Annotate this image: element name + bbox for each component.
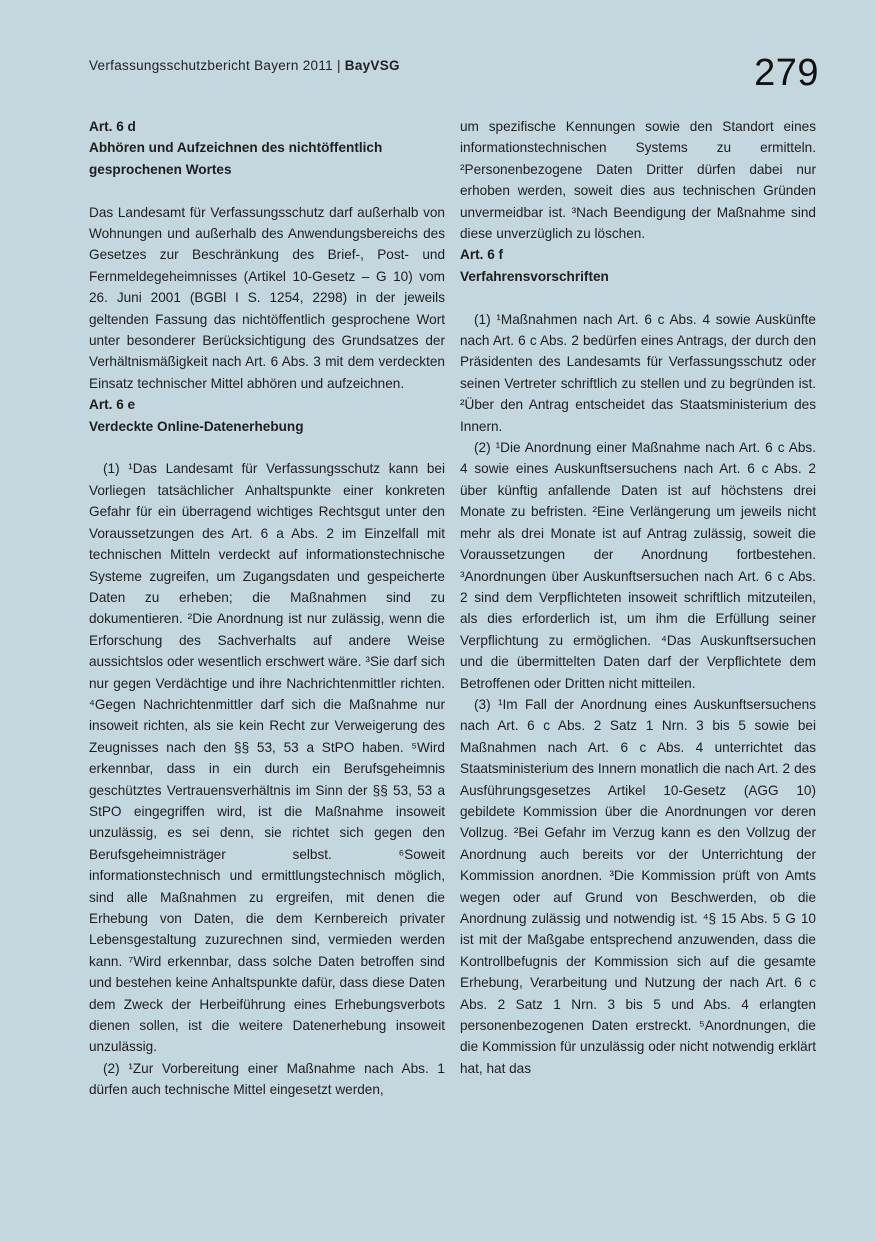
article-6d-text: Das Landesamt für Verfassungsschutz darf außerhalb von Wohnungen und außerhalb des Anwendungsbereichs des Gesetzes zur Beschränkung des Brief-, Post- und Fernmeldegeheimnisses (Artikel 10-Gesetz – G 10) vom 26. Juni 2001 (BGBl I S. 1254, 2298) in der jeweils geltenden Fassung das nichtöffentlich gesprochene Wort unter besonderer Berücksichtigung des Grundsatzes der Verhältnismäßigkeit nach Art. 6 Abs. 3 mit dem verdeckten Einsatz technischer Mittel abhören und aufzeichnen.: [89, 204, 445, 391]
article-6f-heading: [460, 244, 816, 287]
article-6f-paragraph-2: (2) ¹Die Anordnung einer Maßnahme nach Art. 6 c Abs. 4 sowie eines Auskunftsersuchens nach Art. 6 c Abs. 2 über künftig anfallende Daten ist auf höchstens drei Monate zu befristen. ²Eine Verlängerung um jeweils nicht mehr als drei Monate ist auf Antrag zulässig, soweit die Voraussetzungen der Anordnung fortbestehen. ³Anordnungen über Auskunftsersuchen nach Art. 6 c Abs. 2 sind dem Verpflichteten insoweit schriftlich mitzuteilen, als dies erforderlich ist, um ihm die Erfüllung seiner Verpflichtung zu ermöglichen. ⁴Das Auskunftsersuchen und die übermittelten Daten darf der Verpflichtete dem Betroffenen oder Dritten nicht mitteilen.: [460, 440, 816, 691]
article-6d-heading: [89, 116, 445, 180]
running-title-law: BayVSG: [344, 58, 400, 73]
article-6e-number: Art. 6 e: [89, 397, 136, 413]
running-title-separator: |: [336, 58, 341, 73]
article-6e-heading: [89, 394, 445, 437]
article-6e-title: Verdeckte Online-Datenerhebung: [89, 418, 304, 434]
article-6d-number: Art. 6 d: [89, 119, 136, 134]
page-header: [89, 52, 819, 98]
right-column: [460, 116, 816, 1079]
article-6d-title: Abhören und Aufzeichnen des nichtöffentlich gesprochenen Wortes: [89, 140, 383, 177]
article-6f-paragraph-3: (3) ¹Im Fall der Anordnung eines Auskunftsersuchens nach Art. 6 c Abs. 2 Satz 1 Nrn. 3 bis 5 sowie bei Maßnahmen nach Art. 6 c Abs. 4 unterrichtet das Staatsministerium des Innern monatlich die nach Art. 2 des Ausführungsgesetzes Artikel 10-Gesetz (AGG 10) gebildete Kommission über die Anordnungen vor deren Vollzug. ²Bei Gefahr im Verzug kann es den Vollzug der Anordnung auch bereits vor der Unterrichtung der Kommission anordnen. ³Die Kommission prüft von Amts wegen oder auf Grund von Beschwerden, ob die Anordnung zulässig und notwendig ist. ⁴§ 15 Abs. 5 G 10 ist mit der Maßgabe entsprechend anzuwenden, dass die Kontrollbefugnis der Kommission sich auf die gesamte Erhebung, Verarbeitung und Nutzung der nach Art. 6 c Abs. 2 Satz 1 Nrn. 3 bis 5 und Abs. 4 erlangten personenbezogenen Daten erstreckt. ⁵Anordnungen, die die Kommission für unzulässig oder nicht notwendig erklärt hat, hat das: [460, 696, 816, 1076]
running-title: [89, 58, 400, 73]
article-6f-paragraph-1: (1) ¹Maßnahmen nach Art. 6 c Abs. 4 sowie Auskünfte nach Art. 6 c Abs. 2 bedürfen eines Antrags, der durch den Präsidenten des Landesamts für Verfassungsschutz oder seinen Vertreter schriftlich zu stellen und zu begründen ist. ²Über den Antrag entscheidet das Staatsministerium des Innern.: [460, 311, 816, 434]
running-title-text: Verfassungsschutzbericht Bayern 2011: [89, 58, 333, 73]
left-column: [89, 116, 445, 1101]
article-6e-paragraph-2: (2) ¹Zur Vorbereitung einer Maßnahme nach Abs. 1 dürfen auch technische Mittel eingesetzt werden,: [89, 1060, 445, 1098]
article-6f-title: Verfahrensvorschriften: [460, 268, 609, 284]
page-number: 279: [754, 52, 819, 94]
article-6f-number: Art. 6 f: [460, 247, 504, 263]
article-6e-paragraph-1: (1) ¹Das Landesamt für Verfassungsschutz kann bei Vorliegen tatsächlicher Anhaltspunkte einer konkreten Gefahr für ein überragend wichtiges Rechtsgut unter den Voraussetzungen des Art. 6 a Abs. 2 im Einzelfall mit technischen Mitteln verdeckt auf informationstechnische Systeme zugreifen, um Zugangsdaten und gespeicherte Daten zu erheben; die Maßnahmen sind zu dokumentieren. ²Die Anordnung ist nur zulässig, wenn die Erforschung des Sachverhalts auf andere Weise aussichtslos oder wesentlich erschwert wäre. ³Sie darf sich nur gegen Verdächtige und ihre Nachrichtenmittler richten. ⁴Gegen Nachrichtenmittler darf sich die Maßnahme nur insoweit richten, als sie kein Recht zur Verweigerung des Zeugnisses nach den §§ 53, 53 a StPO haben. ⁵Wird erkennbar, dass in ein durch ein Berufsgeheimnis geschütztes Vertrauensverhältnis im Sinn der §§ 53, 53 a StPO eingegriffen wird, ist die Maßnahme insoweit unzulässig, es sei denn, sie richtet sich gegen den Berufsgeheimnisträger selbst. ⁶Soweit informationstechnisch und ermittlungstechnisch möglich, sind alle Maßnahmen zu ergreifen, mit denen die Erhebung von Daten, die dem Kernbereich privater Lebensgestaltung zuzurechnen sind, vermieden werden kann. ⁷Wird erkennbar, dass solche Daten betroffen sind und bestehen keine Anhaltspunkte dafür, dass diese Daten dem Zweck der Herbeiführung eines Erhebungsverbots dienen sollen, ist die weitere Datenerhebung insoweit unzulässig.: [89, 461, 445, 1055]
article-6e-paragraph-2-continued: um spezifische Kennungen sowie den Standort eines informationstechnischen Systems zu ermitteln. ²Personenbezogene Daten Dritter dürfen dabei nur erhoben werden, soweit dies aus technischen Gründen unvermeidbar ist. ³Nach Beendigung der Maßnahme sind diese unverzüglich zu löschen.: [460, 119, 816, 242]
